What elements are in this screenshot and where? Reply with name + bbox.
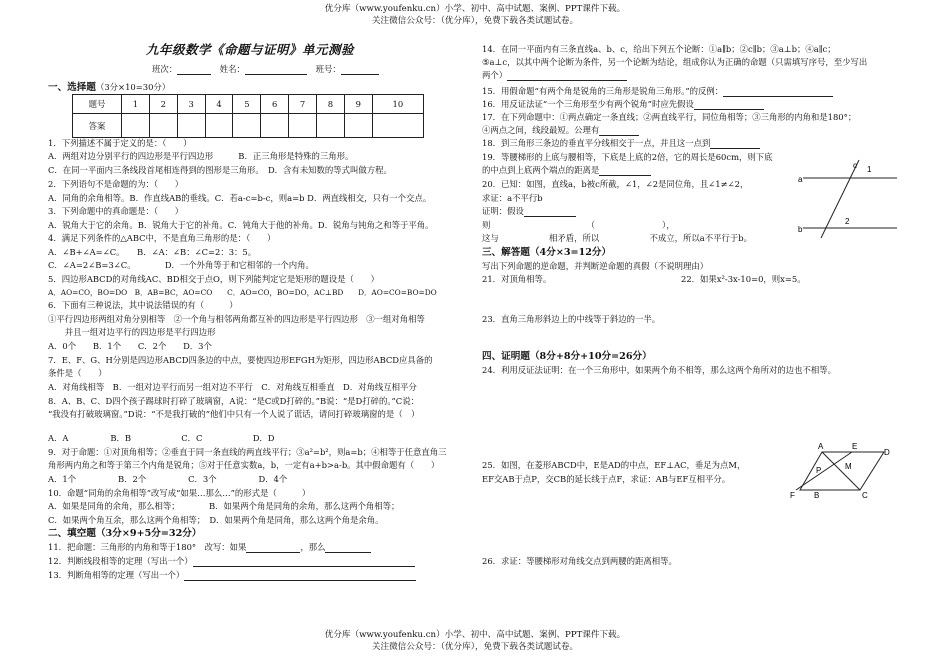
question-line: A．如果是同角的余角，那么相等； B．如果两个角是同角的余角，那么这两个角相等； [48,501,400,511]
table-header-cell: 8 [317,95,345,114]
answer-blank[interactable] [694,100,764,110]
label-F: F [790,491,795,500]
answer-blank[interactable] [524,207,576,217]
segment-ef [796,452,852,490]
answer-blank[interactable] [599,166,651,176]
table-header-cell: 3 [177,95,205,114]
question-line: 5．四边形ABCD的对角线AC、BD相交于点O，则下列能判定它是矩形的题设是（ ） [48,274,379,284]
answer-table [72,94,424,138]
question-19-tail: 的中点到上底两个端点的距离是 [482,165,600,175]
question-line: A．A B．B C．C D．D [48,433,275,443]
question-line: 3．下列命题中的真命题是：（ ） [48,206,184,216]
question-line: A．锐角大于它的余角。B．锐角大于它的补角。C．钝角大于他的补角。D．锐角与钝角之和等于平角。 [48,220,434,230]
section-4-heading [482,351,652,362]
label-P: P [816,466,822,475]
question-line [482,165,651,176]
question-24: 24．利用反证法证明：在一个三角形中，如果两个角不相等，那么这两个角所对的边也不相等。 [482,365,837,375]
table-header-cell: 2 [149,95,177,114]
seat-label: 班号： [315,64,341,74]
question-11-text: 11．把命题：三角形的内角和等于180° 改写：如果 [48,542,247,552]
answer-cell[interactable] [205,114,233,138]
answer-cell[interactable] [233,114,261,138]
question-line: 1．下列描述不属于定义的是：（ ） [48,138,192,148]
answer-table-answer-row [73,114,424,138]
question-line: 6．下面有三种说法，其中说法错误的有（ ） [48,300,238,310]
answer-blank[interactable] [723,87,833,97]
question-line: ①平行四边形两组对角分别相等 ②一个角与相邻两角都互补的四边形是平行四边形 ③一组对角相等 [48,314,425,324]
question-line: 10．命题“同角的余角相等”改写成“如果…那么…”的形式是（ ） [48,488,311,498]
question-line [482,138,760,149]
question-line: 8．A、B、C、D四个孩子踢球时打碎了玻璃窗，A说：“是C或D打碎的。”B说：“是D打碎的。”C说： [48,396,419,406]
header-line-2: 关注微信公众号：（优分库），免费下载各类试题试卷。 [371,16,579,26]
section-3-title: 三、解答题 [482,247,530,258]
question-line [482,125,639,136]
question-20-proof-start: 证明：假设 [482,206,524,216]
question-25-line-2: EF交AB于点P，交CB的延长线于点F，求证：AB与EF互相平分。 [482,474,731,484]
question-line: 7．E、F、G、H分别是四边形ABCD四条边的中点，要使四边形EFGH为矩形，四边形ABCD应具备的 [48,355,433,365]
question-26: 26．求证：等腰梯形对角线交点到两腰的距离相等。 [482,556,677,566]
question-17-tail: ④两点之间，线段最短。公理有 [482,125,600,135]
question-line: A．0个 B．1个 C．2个 D．3个 [48,341,212,351]
question-line: “我没有打破玻璃窗。”D说：“不是我打破的”他们中只有一个人说了谎话，请问打碎玻璃窗的是（ ） [48,409,420,419]
question-line: 2．下列语句不是命题的为：（ ） [48,179,184,189]
diagonal-ac [822,452,860,490]
label-E: E [852,442,858,451]
question-line [482,70,627,81]
label-a: a [798,175,803,184]
exam-title: 九年级数学《命题与证明》单元测验 [145,42,354,57]
question-line: ⑤a⊥c，以其中两个论断为条件，另一个论断为结论，组成你认为正确的命题（只需填写序号，至少写出 [482,57,868,67]
question-line: A．对角线相等 B．一组对边平行而另一组对边不平行 C．对角线互相垂直 D．对角线互相平分 [48,382,417,392]
rhombus-abcd [800,452,884,490]
question-line: 角形两内角之和等于第三个内角是锐角；⑤对于任意实数a，b，一定有a+b>a-b。其中假命题有（ ） [48,460,440,470]
question-line: C．如果两个角互余，那么这两个角相等； D．如果两个角是同角，那么这两个角是余角。 [48,515,384,525]
section-2-title: 二、填空题 [48,528,96,539]
question-12-text: 12．判断线段相等的定理（写出一个） [48,556,193,566]
table-header-cell: 6 [261,95,289,114]
question-line: 求证：a不平行b [482,193,543,203]
question-line: 4．满足下列条件的△ABC中，不是直角三角形的是：（ ） [48,233,276,243]
section-4-score: （8分+8分+10分=26分） [529,351,652,362]
answer-cell[interactable] [261,114,289,138]
parallel-lines-figure [795,158,905,240]
answer-label: 答案 [73,114,122,138]
table-header-cell: 10 [372,95,423,114]
answer-blank[interactable] [325,543,371,553]
answer-blank[interactable] [193,557,415,567]
answer-cell[interactable] [289,114,317,138]
question-line: 则 （ ）， [482,220,675,230]
question-line: 条件是（ ） [48,368,107,378]
question-line: 17．在下列命题中：①两点确定一条直线；②两直线平行，同位角相等；③三角形的内角和是180°； [482,112,857,122]
question-line: 这与 相矛盾，所以 不成立，所以a不平行于b。 [482,233,752,243]
question-line: 19．等腰梯形的上底与腰相等，下底是上底的2倍，它的周长是60cm，则下底 [482,152,773,162]
student-info-row [152,64,379,75]
header-line-1: 优分库（www.youfenku.cn）小学、初中、高中试题、案例、PPT课件下载。 [324,4,626,14]
table-header-cell: 4 [205,95,233,114]
line-c [821,160,859,238]
answer-blank[interactable] [599,126,639,136]
question-line [482,86,833,97]
section-3-score: （4分×3=12分） [529,247,612,258]
section-2-heading [48,528,201,539]
answer-blank[interactable] [507,71,627,81]
table-header-cell: 题号 [73,95,122,114]
question-13 [48,570,416,581]
question-13-text: 13．判断角相等的定理（写出一个） [48,570,185,580]
question-22: 22．如果x²-3x-10=0，则x=5。 [681,274,806,284]
answer-cell[interactable] [149,114,177,138]
section-1-title: 一、选择题 [48,82,96,93]
question-line: 并且一组对边平行的四边形是平行四边形 [48,327,216,337]
table-header-cell: 1 [122,95,150,114]
section-4-title: 四、证明题 [482,351,530,362]
name-field[interactable] [245,65,307,75]
label-b: b [798,225,803,234]
footer-line-2: 关注微信公众号：（优分库），免费下载各类试题试卷。 [371,642,579,652]
question-16-text: 16．用反证法证“一个三角形至少有两个锐角”时应先假设 [482,99,694,109]
answer-blank[interactable] [710,139,760,149]
table-header-cell: 5 [233,95,261,114]
section-1-score: （3分×10=30分） [95,82,171,92]
question-25-line-1: 25．如图，在菱形ABCD中，E是AD的中点，EF⊥AC，垂足为点M， [482,460,746,470]
label-angle-2: 2 [845,217,850,226]
question-11-text-2: ，那么 [300,542,326,552]
question-line: A．∠B+∠A=∠C。 B．∠A：∠B：∠C=2：3：5。 [48,247,257,257]
rhombus-figure [788,440,894,502]
question-line [482,206,576,217]
name-label: 姓名： [219,64,245,74]
answer-cell[interactable] [122,114,150,138]
question-line: A．1个 B．2个 C．3个 D．4个 [48,474,288,484]
question-line: 14．在同一平面内有三条直线a、b、c，给出下列五个论断：①a∥b；②c∥b；③a⊥b；④a∥c； [482,44,836,54]
question-12 [48,556,415,567]
label-A: A [818,442,824,451]
section-3-heading [482,247,611,258]
question-line: A．同角的余角相等。B．作直线AB的垂线。C．若a-c=b-c，则a=b D．两直线相交，只有一个交点。 [48,193,432,203]
seat-field[interactable] [341,65,379,75]
question-line: 9．对于命题：①对顶角相等；②垂直于同一条直线的两直线平行；③a²=b²，则a=b；④相等于任意直角三 [48,447,447,457]
table-header-cell: 9 [344,95,372,114]
answer-cell[interactable] [372,114,423,138]
label-M: M [845,462,852,471]
section-1-heading [48,82,170,93]
answer-cell[interactable] [344,114,372,138]
label-angle-1: 1 [867,165,872,174]
question-line: A．两组对边分别平行的四边形是平行四边形 B．正三角形是特殊的三角形。 [48,151,354,161]
answer-blank[interactable] [184,571,416,581]
question-line [482,99,764,110]
label-c: c [853,161,857,170]
answer-cell[interactable] [177,114,205,138]
answer-blank[interactable] [246,543,300,553]
answer-table-header-row [73,95,424,114]
label-C: C [862,491,868,500]
answer-cell[interactable] [317,114,345,138]
question-15-text: 15．用假命题“有两个角是锐角的三角形是锐角三角形。”的反例： [482,86,724,96]
class-label: 班次： [152,64,178,74]
section-3-intro: 写出下列命题的逆命题，并判断逆命题的真假（不说明理由） [482,261,709,271]
label-D: D [884,448,890,457]
question-line: A．AO=CO，BO=DO B．AB=BC，AO=CO C．AO=CO，BO=DO，AC⊥BD D．AO=CO=BO=DO [48,288,437,297]
table-header-cell: 7 [289,95,317,114]
question-line: C．在同一平面内三条线段首尾相连得到的图形是三角形。 D．含有未知数的等式叫做方程。 [48,165,392,175]
footer-line-1: 优分库（www.youfenku.cn）小学、初中、高中试题、案例、PPT课件下载。 [324,630,626,640]
question-18-text: 18．到三角形三条边的垂直平分线相交于一点，并且这一点到 [482,138,711,148]
question-23: 23．直角三角形斜边上的中线等于斜边的一半。 [482,314,661,324]
question-line: C．∠A=2∠B=3∠C。 D．一个外角等于和它相邻的一个内角。 [48,260,314,270]
question-11 [48,542,371,553]
question-14-tail: 两个） [482,70,508,80]
section-2-score: （3分×9+5分=32分） [95,528,202,539]
class-field[interactable] [177,65,211,75]
label-B: B [814,491,820,500]
question-21: 21．对顶角相等。 [482,274,552,284]
question-line: 20．已知：如图，直线a，b被c所截，∠1，∠2是同位角，且∠1≠∠2， [482,179,749,189]
